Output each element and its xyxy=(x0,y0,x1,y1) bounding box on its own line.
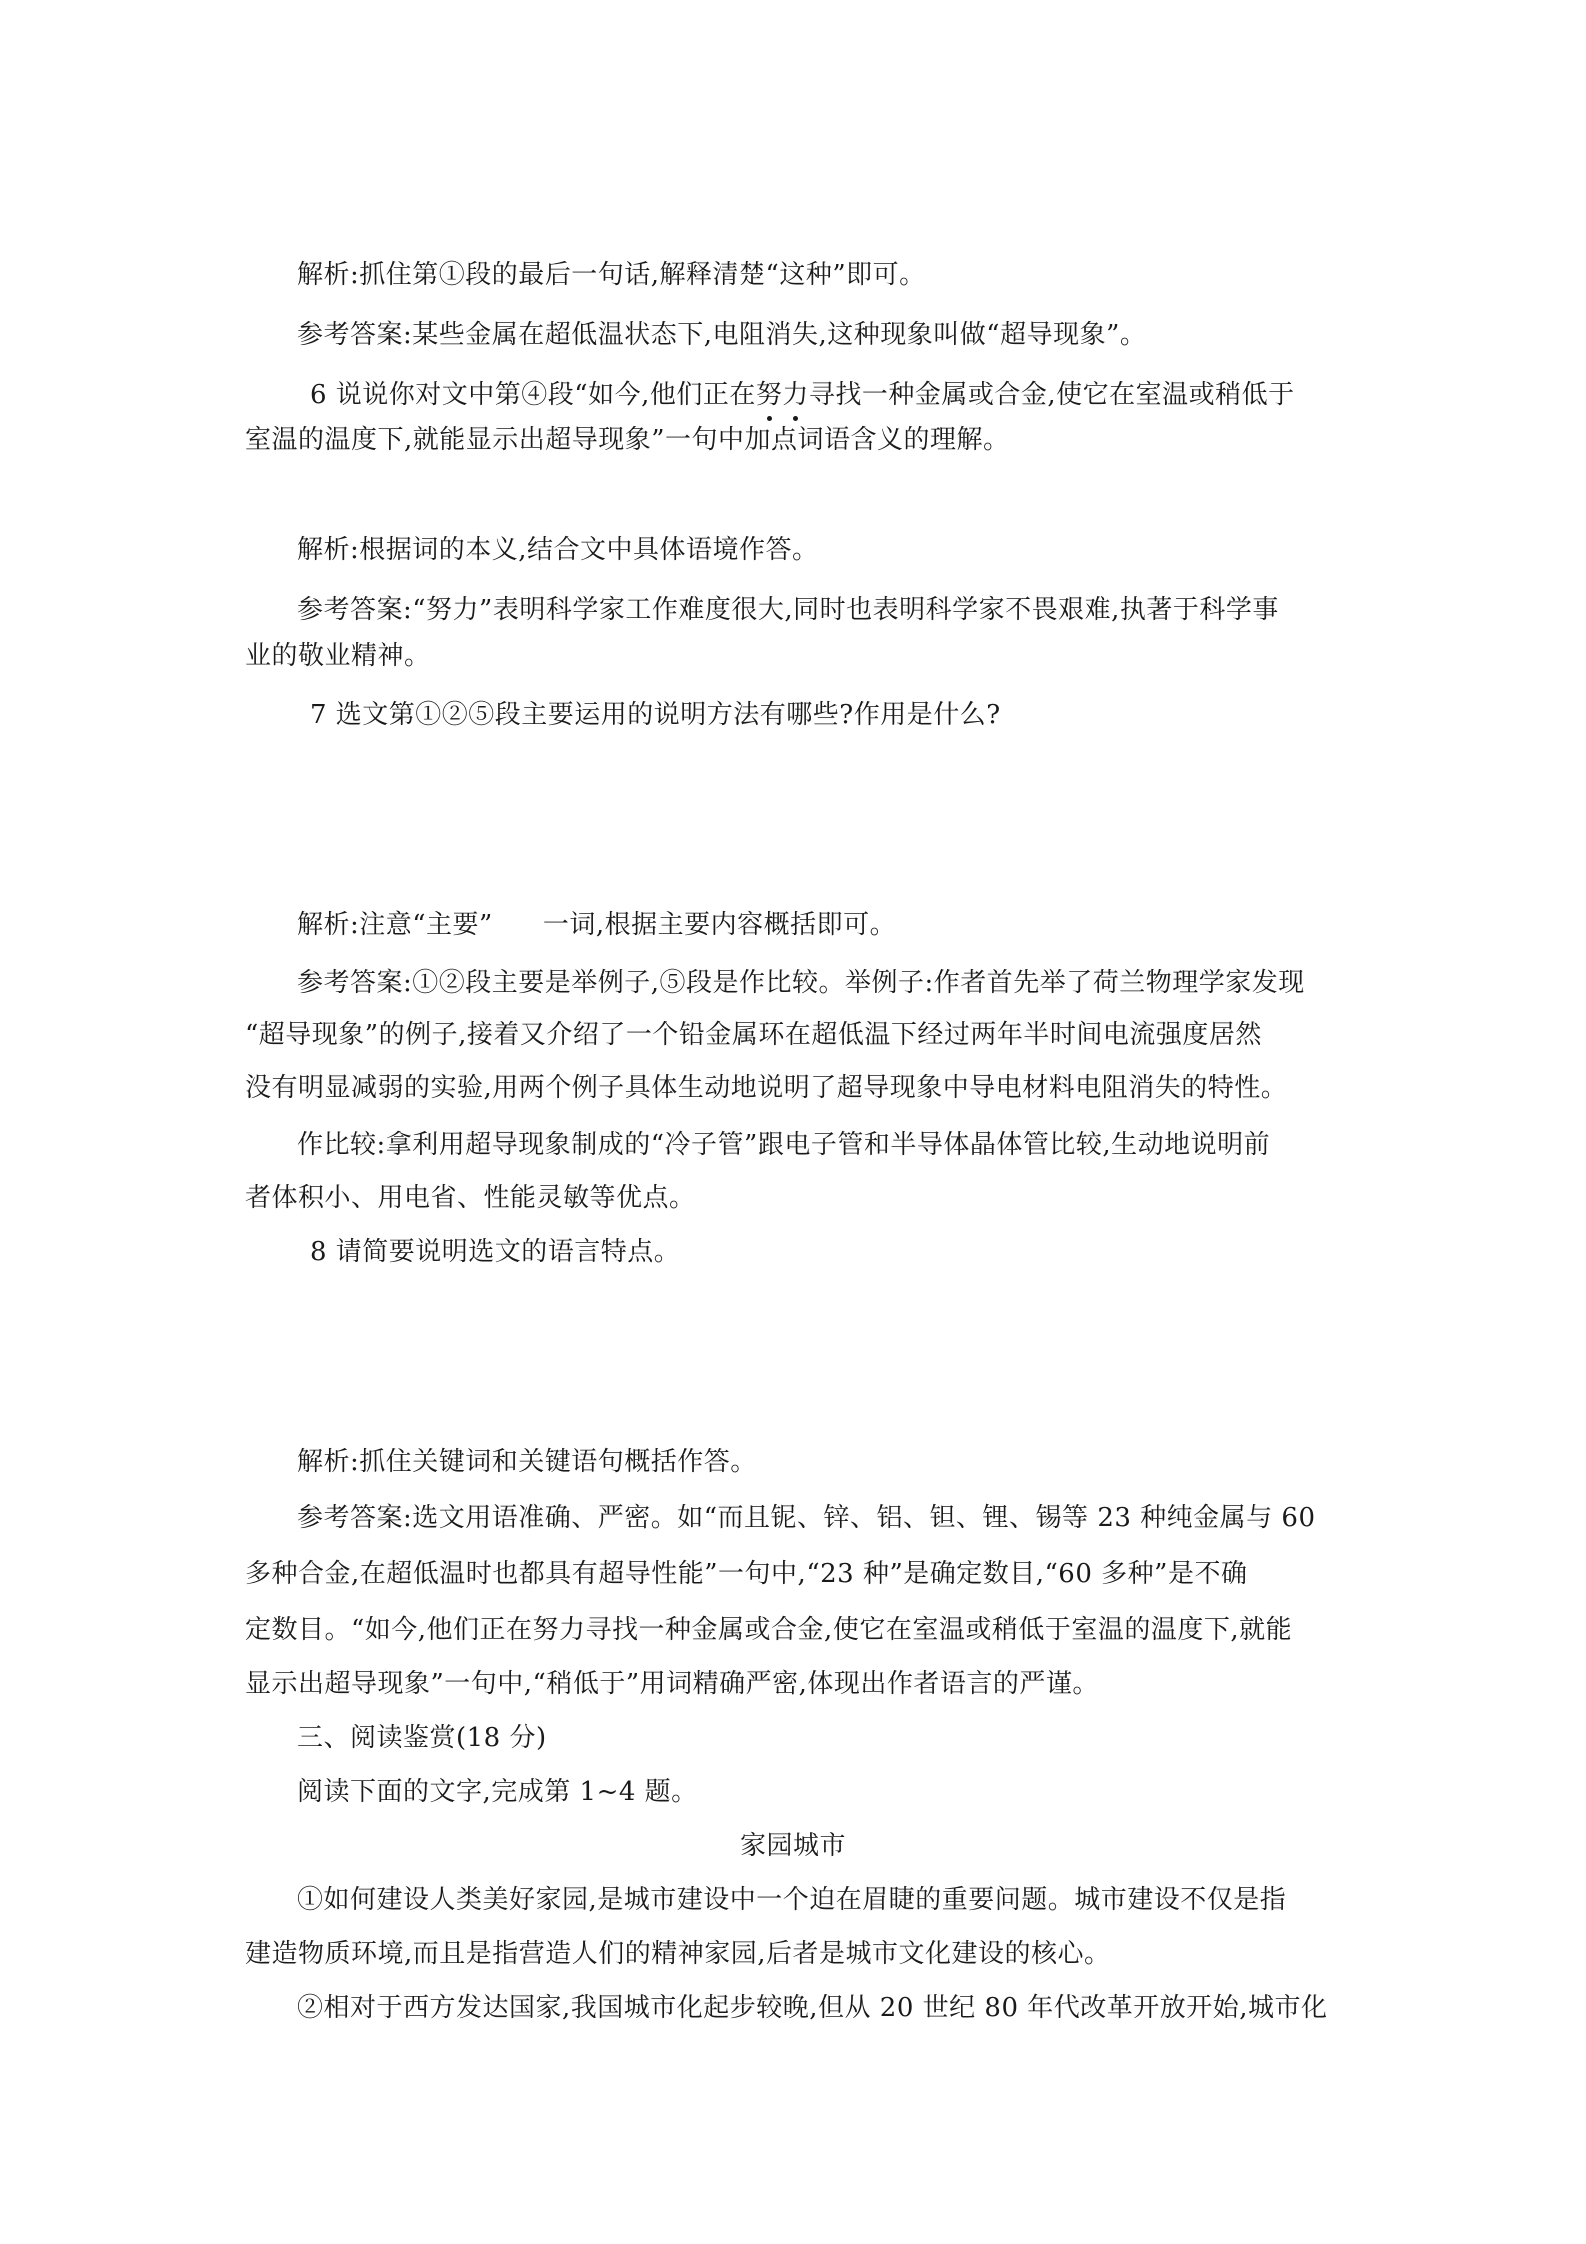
answer-q7-line-2: “超导现象”的例子,接着又介绍了一个铅金属环在超低温下经过两年半时间电流强度居然 xyxy=(245,1020,1262,1050)
article-paragraph-1: ①如何建设人类美好家园,是城市建设中一个迫在眉睫的重要问题。城市建设不仅是指 xyxy=(297,1885,1287,1915)
analysis-q6: 解析:根据词的本义,结合文中具体语境作答。 xyxy=(297,535,819,565)
article-paragraph-1-continued: 建造物质环境,而且是指营造人们的精神家园,后者是城市文化建设的核心。 xyxy=(245,1939,1111,1969)
analysis-q8: 解析:抓住关键词和关键语句概括作答。 xyxy=(297,1447,757,1477)
section-instruction: 阅读下面的文字,完成第 1~4 题。 xyxy=(297,1777,698,1807)
question-7: 7 选文第①②⑤段主要运用的说明方法有哪些?作用是什么? xyxy=(310,700,1001,730)
section-heading: 三、阅读鉴赏(18 分) xyxy=(297,1723,547,1753)
article-paragraph-2: ②相对于西方发达国家,我国城市化起步较晚,但从 20 世纪 80 年代改革开放开始,城市化 xyxy=(297,1993,1328,2023)
answer-q6-continued: 业的敬业精神。 xyxy=(245,641,431,671)
question-8: 8 请简要说明选文的语言特点。 xyxy=(310,1237,681,1267)
answer-q8: 参考答案:选文用语准确、严密。如“而且铌、锌、铝、钽、锂、锡等 23 种纯金属与 60 xyxy=(297,1503,1316,1533)
emphasis-char-2: 力 xyxy=(782,375,809,415)
answer-q6: 参考答案:“努力”表明科学家工作难度很大,同时也表明科学家不畏艰难,执著于科学事 xyxy=(297,595,1279,625)
analysis-q7-part-2: 一词,根据主要内容概括即可。 xyxy=(542,910,897,940)
answer-q7-line-3: 没有明显减弱的实验,用两个例子具体生动地说明了超导现象中导电材料电阻消失的特性。 xyxy=(245,1073,1288,1103)
question-6 xyxy=(310,375,1410,415)
question-6-text-start: 6 说说你对文中第④段“如今,他们正在 xyxy=(310,380,756,410)
answer-q8-line-4: 显示出超导现象”一句中,“稍低于”用词精确严密,体现出作者语言的严谨。 xyxy=(245,1669,1099,1699)
analysis-q7-part-1: 解析:注意“主要” xyxy=(297,910,493,940)
article-title: 家园城市 xyxy=(739,1831,846,1861)
analysis-q5: 解析:抓住第①段的最后一句话,解释清楚“这种”即可。 xyxy=(297,260,926,290)
emphasis-char-1: 努 xyxy=(756,375,783,415)
question-6-text-end: 寻找一种金属或合金,使它在室温或稍低于 xyxy=(808,380,1295,410)
answer-q8-line-2: 多种合金,在超低温时也都具有超导性能”一句中,“23 种”是确定数目,“60 多种”是不确 xyxy=(245,1559,1248,1589)
answer-q5: 参考答案:某些金属在超低温状态下,电阻消失,这种现象叫做“超导现象”。 xyxy=(297,320,1147,350)
answer-q7: 参考答案:①②段主要是举例子,⑤段是作比较。举例子:作者首先举了荷兰物理学家发现 xyxy=(297,968,1305,998)
answer-q8-line-3: 定数目。“如今,他们正在努力寻找一种金属或合金,使它在室温或稍低于室温的温度下,就能 xyxy=(245,1615,1293,1645)
answer-q7-comparison: 作比较:拿利用超导现象制成的“冷子管”跟电子管和半导体晶体管比较,生动地说明前 xyxy=(297,1130,1271,1160)
answer-q7-comparison-continued: 者体积小、用电省、性能灵敏等优点。 xyxy=(245,1183,696,1213)
question-6-continued: 室温的温度下,就能显示出超导现象”一句中加点词语含义的理解。 xyxy=(245,425,1010,455)
analysis-q7 xyxy=(297,905,1397,945)
